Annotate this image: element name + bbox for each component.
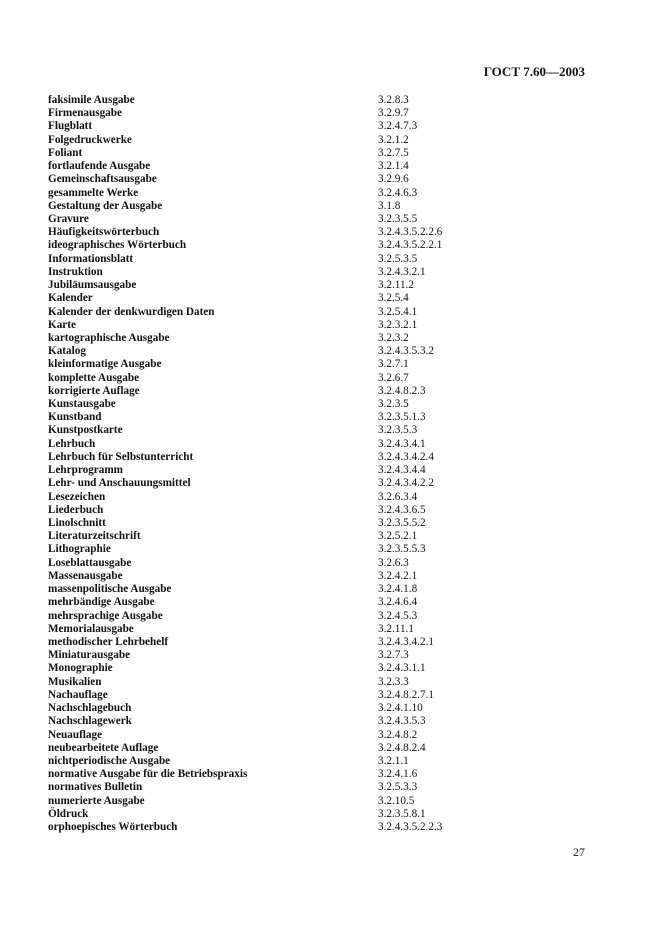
entry-reference: 3.2.1.4: [378, 160, 409, 173]
index-entry: [48, 438, 608, 451]
entry-term: Kalender der denkwurdigen Daten: [48, 305, 215, 318]
entry-term: Folgedruckwerke: [48, 133, 132, 146]
index-entry: [48, 755, 608, 768]
entry-reference: 3.2.11.1: [378, 622, 414, 635]
document-header: ГОСТ 7.60—2003: [483, 64, 585, 79]
entry-reference: 3.2.4.3.5.2.2.3: [378, 821, 443, 834]
page-number: 27: [573, 845, 585, 859]
entry-reference: 3.2.8.3: [378, 94, 409, 106]
index-entry: [48, 530, 608, 543]
entry-reference: 3.2.4.3.2.1: [378, 265, 426, 278]
entry-reference: 3.2.4.3.5.3: [378, 715, 426, 728]
entry-term: Öldruck: [48, 807, 89, 820]
entry-term: gesammelte Werke: [48, 186, 139, 199]
entry-term: orphoepisches Wörterbuch: [48, 821, 178, 834]
entry-term: Linolschnitt: [48, 517, 106, 529]
entry-reference: 3.2.7.5: [378, 146, 409, 159]
entry-term: Loseblattausgabe: [48, 556, 132, 569]
entry-term: Instruktion: [48, 265, 103, 278]
entry-term: Literaturzeitschrift: [48, 530, 141, 543]
index-entry: [48, 464, 608, 477]
entry-term: neubearbeitete Auflage: [48, 741, 159, 754]
entry-reference: 3.2.4.3.4.2.2: [378, 477, 434, 490]
entry-reference: 3.2.4.1.6: [378, 768, 418, 781]
entry-term: Lithographie: [48, 543, 111, 556]
index-entry: [48, 160, 608, 173]
entry-reference: 3.2.3.5.5.2: [378, 517, 426, 529]
entry-term: Lehr- und Anschauungsmittel: [48, 477, 191, 490]
entry-reference: 3.2.4.3.4.2.4: [378, 450, 434, 463]
entry-term: Flugblatt: [48, 120, 93, 133]
index-entry: [48, 768, 608, 781]
entry-term: Monographie: [48, 662, 113, 675]
entry-term: korrigierte Auflage: [48, 384, 140, 397]
index-entry: [48, 200, 608, 213]
entry-term: Informationsblatt: [48, 252, 134, 265]
index-entry: [48, 266, 608, 279]
index-entry: [48, 226, 608, 239]
entry-reference: 3.2.1.2: [378, 133, 409, 146]
index-entry: [48, 517, 608, 530]
index-entry: [48, 451, 608, 464]
entry-reference: 3.2.6.3: [378, 556, 409, 569]
index-entry: [48, 570, 608, 583]
index-entry: [48, 213, 608, 226]
entry-reference: 3.2.3.5.8.1: [378, 807, 426, 820]
index-entry: [48, 715, 608, 728]
entry-term: ideographisches Wörterbuch: [48, 239, 187, 252]
index-entry: [48, 596, 608, 609]
entry-term: Memorialausgabe: [48, 622, 134, 635]
entry-reference: 3.1.8: [378, 199, 401, 212]
entry-reference: 3.2.4.3.1.1: [378, 662, 426, 675]
entry-reference: 3.2.4.5.3: [378, 609, 418, 622]
entry-reference: 3.2.4.8.2.7.1: [378, 688, 434, 701]
entry-reference: 3.2.3.5.3: [378, 424, 418, 437]
entry-reference: 3.2.11.2: [378, 279, 414, 292]
entry-term: methodischer Lehrbehelf: [48, 635, 169, 648]
entry-term: Jubiläumsausgabe: [48, 279, 137, 292]
entry-term: faksimile Ausgabe: [48, 94, 135, 106]
entry-term: Katalog: [48, 345, 86, 358]
entry-term: Gravure: [48, 212, 89, 225]
entry-term: Lehrbuch: [48, 437, 96, 450]
entry-reference: 3.2.5.2.1: [378, 530, 418, 543]
entry-reference: 3.2.6.7: [378, 371, 409, 384]
entry-term: Lehrprogramm: [48, 464, 123, 477]
entry-reference: 3.2.7.1: [378, 358, 409, 371]
entry-reference: 3.2.5.3.3: [378, 781, 418, 794]
entry-term: Foliant: [48, 146, 83, 159]
index-entry: [48, 279, 608, 292]
entry-term: Gemeinschaftsausgabe: [48, 173, 157, 186]
entry-reference: 3.2.3.5: [378, 398, 409, 411]
index-entry: [48, 557, 608, 570]
index-entry: [48, 636, 608, 649]
entry-reference: 3.2.5.3.5: [378, 252, 418, 265]
entry-term: fortlaufende Ausgabe: [48, 160, 151, 173]
entry-term: Kunstband: [48, 411, 102, 424]
entry-term: Liederbuch: [48, 503, 104, 516]
term-index-list: [48, 94, 608, 834]
entry-reference: 3.2.3.5.1.3: [378, 411, 426, 424]
index-entry: [48, 385, 608, 398]
index-entry: [48, 358, 608, 371]
index-entry: [48, 649, 608, 662]
index-entry: [48, 729, 608, 742]
index-entry: [48, 253, 608, 266]
index-entry: [48, 173, 608, 186]
entry-reference: 3.2.9.6: [378, 173, 409, 186]
index-entry: [48, 821, 608, 834]
entry-reference: 3.2.4.3.6.5: [378, 503, 426, 516]
index-entry: [48, 702, 608, 715]
entry-term: Massenausgabe: [48, 569, 123, 582]
entry-term: Kunstpostkarte: [48, 424, 123, 437]
entry-reference: 3.2.3.5.5: [378, 212, 418, 225]
entry-reference: 3.2.4.7.3: [378, 120, 418, 133]
entry-term: Lesezeichen: [48, 490, 106, 503]
index-entry: [48, 147, 608, 160]
entry-reference: 3.2.4.8.2.3: [378, 384, 426, 397]
index-entry: [48, 94, 608, 107]
entry-term: mehrsprachige Ausgabe: [48, 609, 163, 622]
index-entry: [48, 332, 608, 345]
index-entry: [48, 504, 608, 517]
entry-term: Gestaltung der Ausgabe: [48, 199, 163, 212]
index-entry: [48, 345, 608, 358]
entry-term: Lehrbuch für Selbstunterricht: [48, 450, 194, 463]
entry-term: kleinformatige Ausgabe: [48, 358, 162, 371]
index-entry: [48, 319, 608, 332]
entry-term: Kalender: [48, 292, 93, 305]
index-entry: [48, 411, 608, 424]
entry-reference: 3.2.9.7: [378, 107, 409, 120]
entry-reference: 3.2.3.2: [378, 331, 409, 344]
entry-term: nichtperiodische Ausgabe: [48, 754, 171, 767]
index-entry: [48, 543, 608, 556]
index-entry: [48, 689, 608, 702]
entry-reference: 3.2.3.3: [378, 675, 409, 688]
entry-term: Nachschlagewerk: [48, 715, 132, 728]
entry-reference: 3.2.4.2.1: [378, 569, 418, 582]
index-entry: [48, 795, 608, 808]
entry-term: Miniaturausgabe: [48, 649, 131, 662]
entry-reference: 3.2.4.3.5.2.2.1: [378, 239, 443, 252]
entry-reference: 3.2.1.1: [378, 754, 409, 767]
index-entry: [48, 676, 608, 689]
entry-term: normative Ausgabe für die Betriebspraxis: [48, 768, 248, 781]
index-entry: [48, 583, 608, 596]
index-entry: [48, 662, 608, 675]
entry-term: Kunstausgabe: [48, 398, 116, 411]
index-entry: [48, 623, 608, 636]
entry-reference: 3.2.3.5.5.3: [378, 543, 426, 556]
entry-reference: 3.2.4.6.4: [378, 596, 418, 609]
entry-reference: 3.2.4.3.4.1: [378, 437, 426, 450]
entry-reference: 3.2.7.3: [378, 649, 409, 662]
index-entry: [48, 187, 608, 200]
index-entry: [48, 491, 608, 504]
index-entry: [48, 120, 608, 133]
entry-term: Häufigkeitswörterbuch: [48, 226, 160, 239]
index-entry: [48, 742, 608, 755]
entry-reference: 3.2.5.4.1: [378, 305, 418, 318]
index-entry: [48, 781, 608, 794]
entry-reference: 3.2.4.1.10: [378, 702, 423, 715]
entry-reference: 3.2.4.8.2.4: [378, 741, 426, 754]
entry-reference: 3.2.3.2.1: [378, 318, 418, 331]
index-entry: [48, 398, 608, 411]
entry-term: Neuauflage: [48, 728, 103, 741]
entry-reference: 3.2.6.3.4: [378, 490, 418, 503]
index-entry: [48, 477, 608, 490]
entry-reference: 3.2.4.3.4.4: [378, 464, 426, 477]
entry-reference: 3.2.4.3.4.2.1: [378, 635, 434, 648]
entry-term: massenpolitische Ausgabe: [48, 583, 172, 596]
entry-reference: 3.2.4.8.2: [378, 728, 418, 741]
entry-term: normatives Bulletin: [48, 781, 143, 794]
index-entry: [48, 808, 608, 821]
entry-term: Firmenausgabe: [48, 107, 122, 120]
entry-term: numerierte Ausgabe: [48, 794, 145, 807]
index-entry: [48, 306, 608, 319]
entry-term: Karte: [48, 318, 76, 331]
entry-reference: 3.2.4.6.3: [378, 186, 418, 199]
entry-reference: 3.2.10.5: [378, 794, 415, 807]
index-entry: [48, 134, 608, 147]
entry-reference: 3.2.4.3.5.3.2: [378, 345, 434, 358]
index-entry: [48, 292, 608, 305]
index-entry: [48, 610, 608, 623]
entry-reference: 3.2.5.4: [378, 292, 409, 305]
entry-term: kartographische Ausgabe: [48, 331, 170, 344]
index-entry: [48, 239, 608, 252]
index-entry: [48, 107, 608, 120]
entry-reference: 3.2.4.1.8: [378, 583, 418, 596]
entry-term: komplette Ausgabe: [48, 371, 140, 384]
entry-term: Nachauflage: [48, 688, 108, 701]
entry-term: Musikalien: [48, 675, 102, 688]
index-entry: [48, 372, 608, 385]
entry-term: Nachschlagebuch: [48, 702, 132, 715]
entry-reference: 3.2.4.3.5.2.2.6: [378, 226, 443, 239]
entry-term: mehrbändige Ausgabe: [48, 596, 155, 609]
index-entry: [48, 424, 608, 437]
